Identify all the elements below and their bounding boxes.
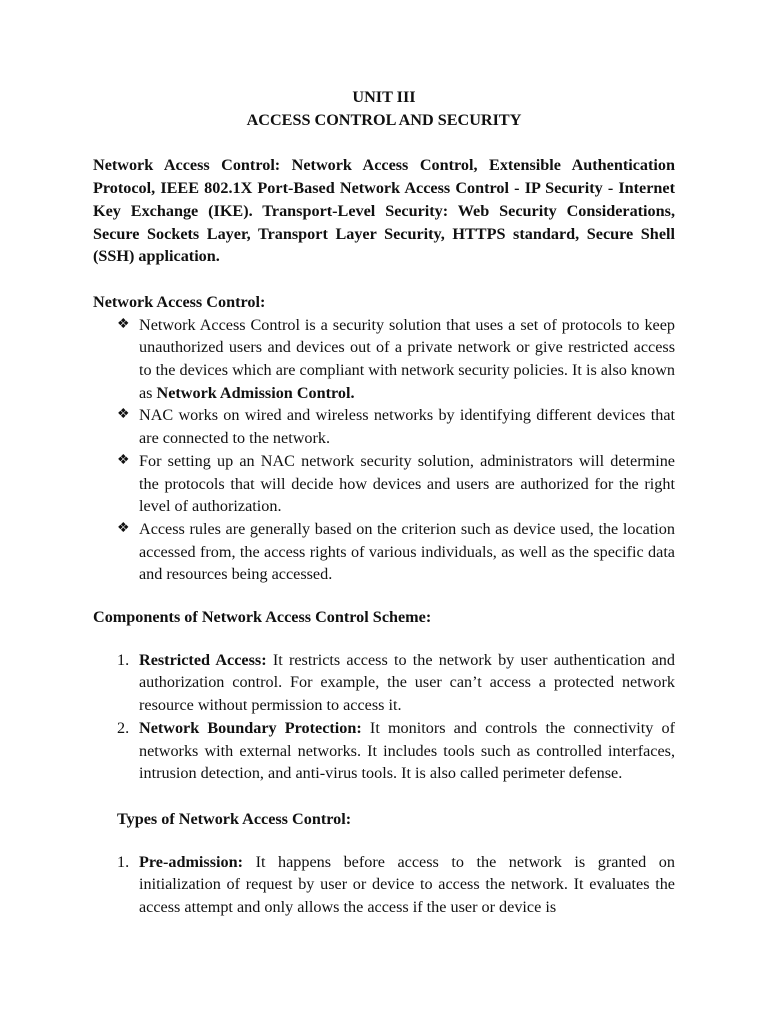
document-title: ACCESS CONTROL AND SECURITY (246, 110, 522, 129)
list-item (93, 314, 675, 405)
diamond-bullet-icon: ❖ (117, 316, 130, 332)
bullet-text: Access rules are generally based on the criterion such as device used, the location accessed from, the access rights of various individuals, as well as the specific data and resources being accessed. (139, 519, 675, 584)
item-term: Restricted Access: (139, 650, 267, 669)
types-list (93, 851, 675, 919)
list-item (93, 851, 675, 919)
list-item (93, 450, 675, 518)
unit-label: UNIT III (352, 88, 416, 106)
item-term: Pre-admission: (139, 852, 244, 871)
item-text: It monitors and controls the connectivity of networks with external networks. It includes tools such as controlled interfaces, intrusion detection, and anti-virus tools. It is also called perimeter defense. (139, 718, 675, 783)
components-list (93, 649, 675, 785)
item-text: It restricts access to the network by user authentication and authorization control. For example, the user can’t access a protected network resource without permission to access it. (139, 650, 675, 715)
diamond-bullet-icon: ❖ (117, 452, 130, 468)
diamond-bullet-icon: ❖ (117, 520, 130, 536)
bullet-text: Network Access Control is a security solution that uses a set of protocols to keep unauthorized users and devices out of a private network or give restricted access to the devices which are compliant with network security policies. It is also known as (139, 315, 675, 402)
bullet-text: NAC works on wired and wireless networks by identifying different devices that are connected to the network. (139, 406, 675, 448)
item-number: 2. (117, 718, 130, 737)
list-item (93, 518, 675, 586)
document-page (93, 86, 675, 942)
item-term: Network Boundary Protection: (139, 718, 362, 737)
item-text: It happens before access to the network is granted on initialization of request by user or device to access the network. It evaluates the access attempt and only allows the access if the user or device is (139, 852, 675, 917)
item-number: 1. (117, 650, 130, 669)
bullet-bold-term: Network Admission Control. (156, 383, 355, 402)
bullet-text: For setting up an NAC network security solution, administrators will determine the protocols that will decide how devices and users are authorized for the right level of authorization. (139, 451, 675, 516)
unit-summary: Network Access Control: Network Access Control, Extensible Authentication Protocol, IEEE 802.1X Port-Based Network Access Control - IP Security - Internet Key Exchange (IKE). Transport-Level Security: Web Security Considerations, Secure Sockets Layer, Transport Layer Security, HTTPS standard, Secure Shell (SSH) application. (93, 156, 675, 266)
list-item (93, 404, 675, 449)
nac-heading: Network Access Control: (93, 292, 266, 311)
nac-bullet-list (93, 314, 675, 586)
list-item (93, 717, 675, 785)
diamond-bullet-icon: ❖ (117, 407, 130, 423)
types-heading: Types of Network Access Control: (117, 809, 352, 828)
item-number: 1. (117, 852, 130, 871)
list-item (93, 649, 675, 717)
components-heading: Components of Network Access Control Scheme: (93, 608, 432, 627)
